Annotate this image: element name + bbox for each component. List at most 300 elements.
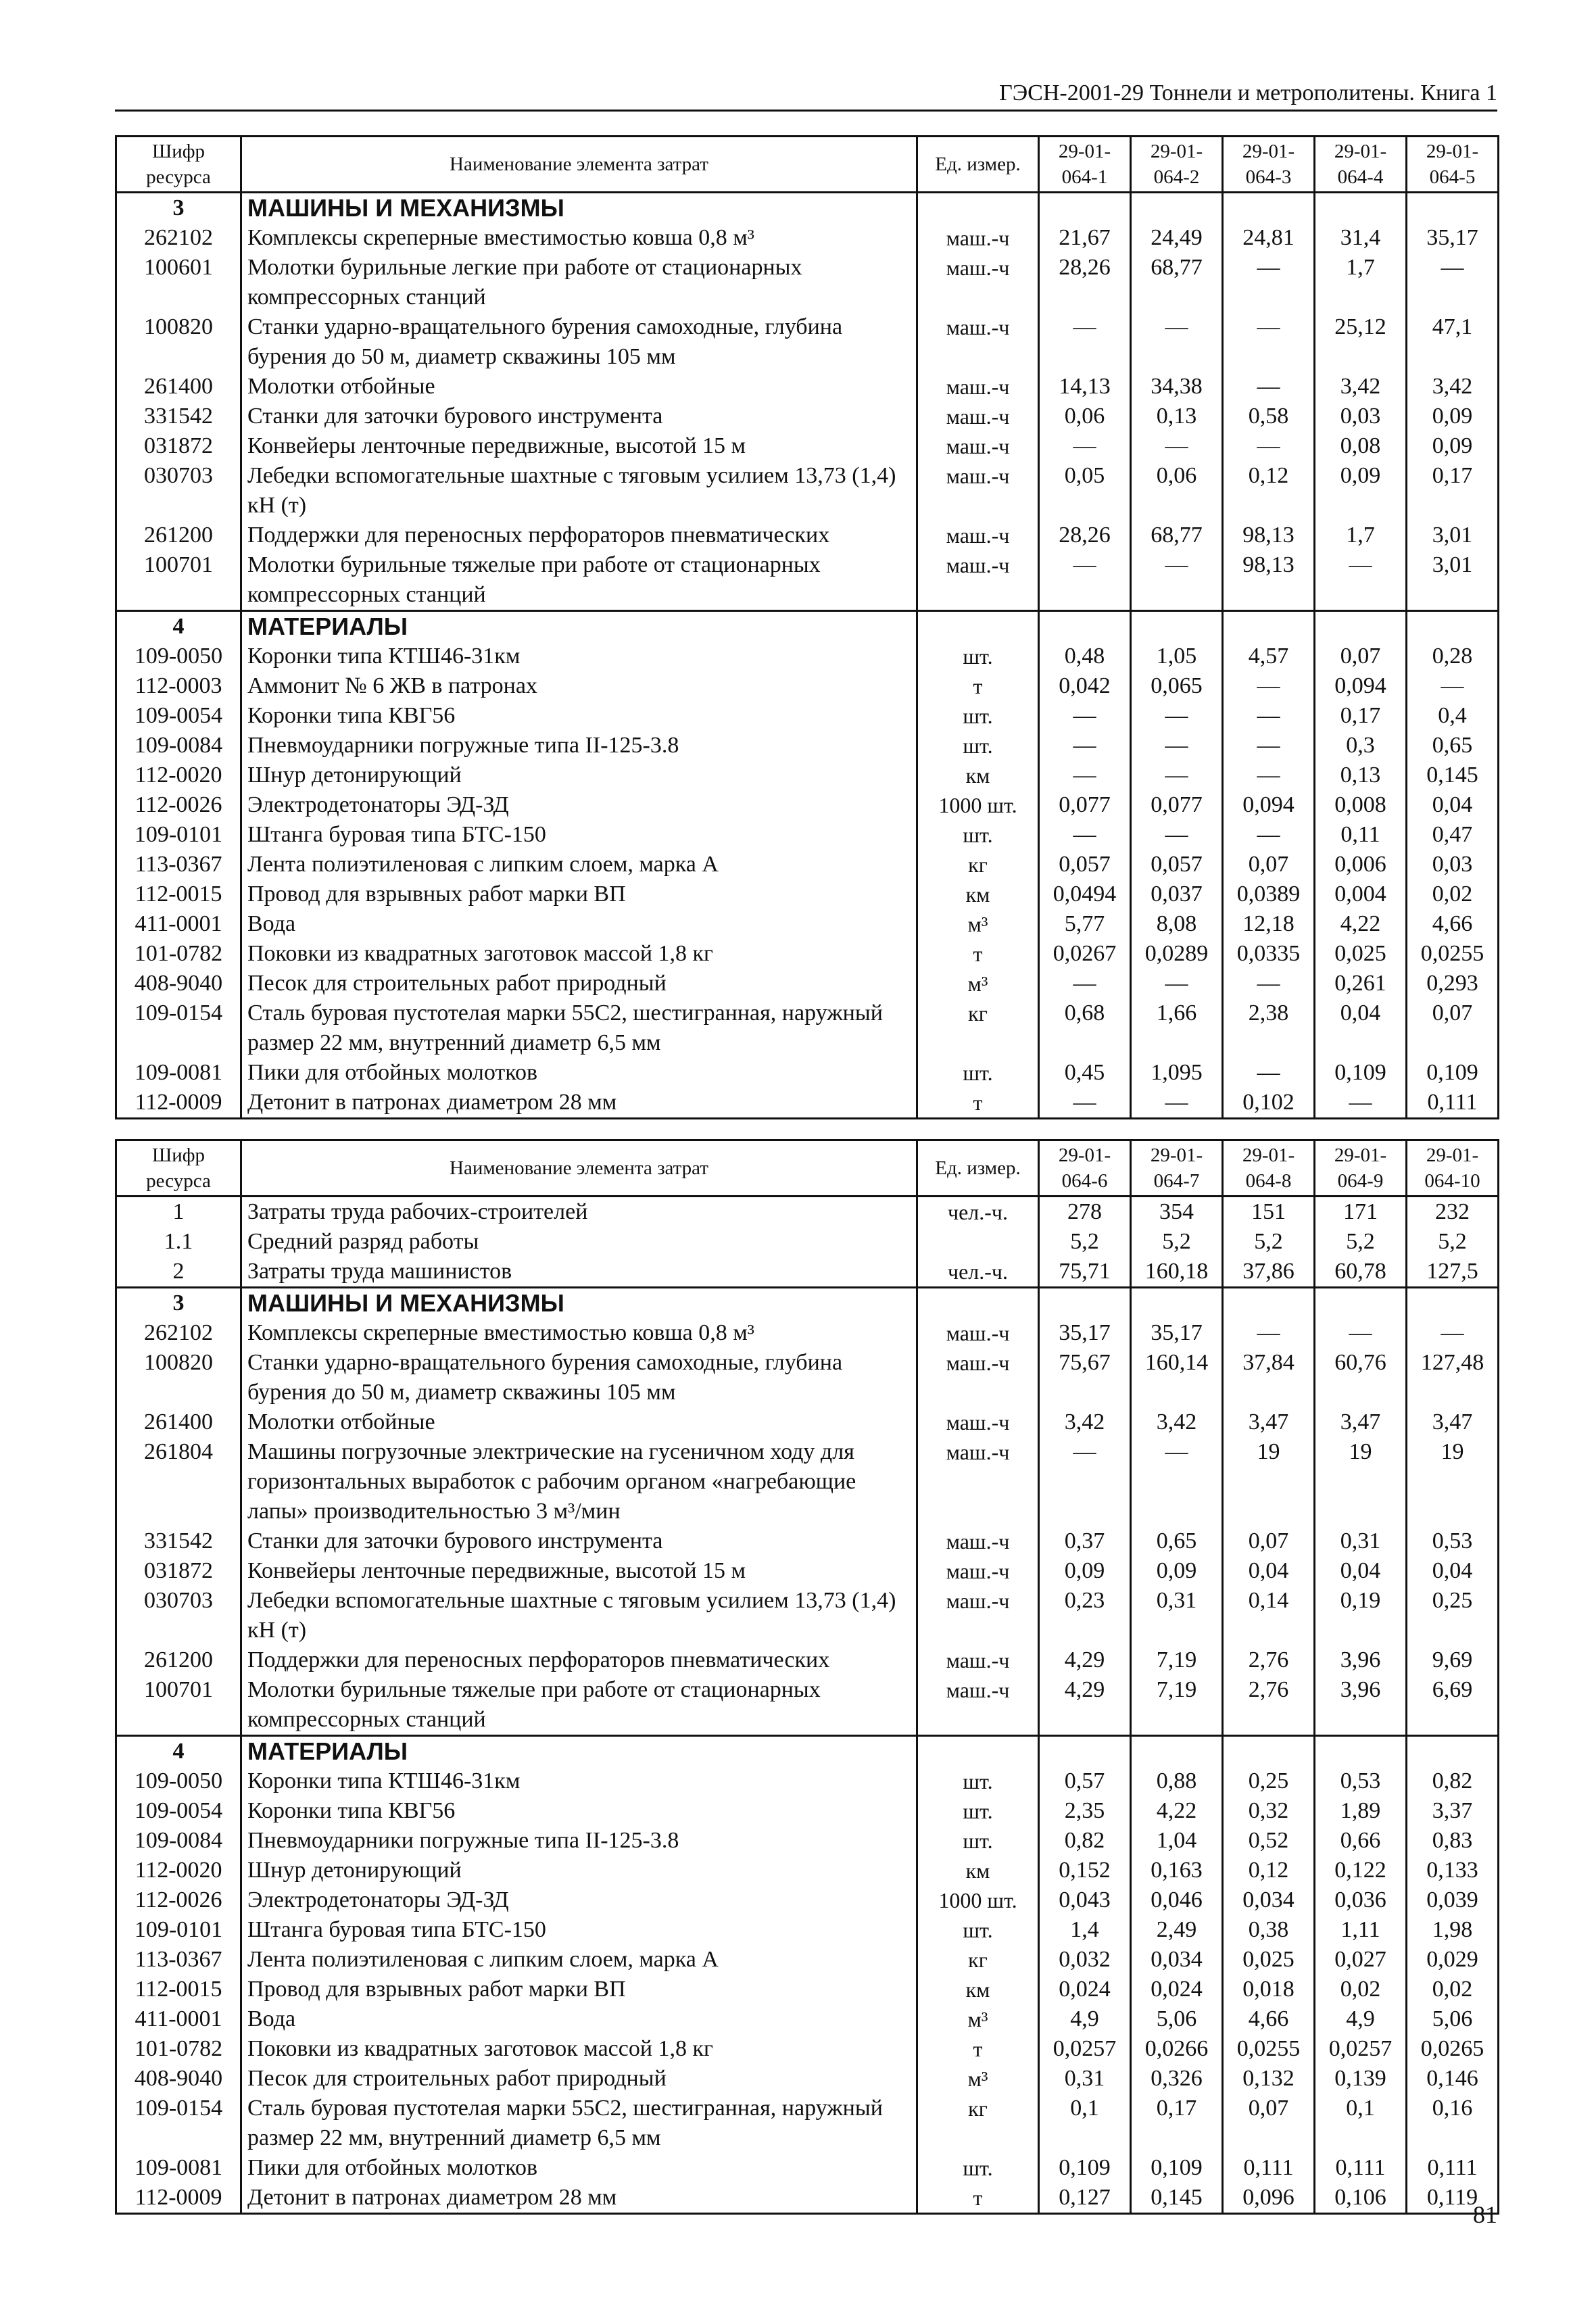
value-cell: 0,82 bbox=[1407, 1766, 1499, 1796]
value-cell bbox=[1407, 1288, 1499, 1319]
value-cell: 60,78 bbox=[1315, 1257, 1407, 1288]
resource-name-cell: Поковки из квадратных заготовок массой 1,8 кг bbox=[241, 939, 917, 969]
value-cell: 0,024 bbox=[1039, 1975, 1131, 2004]
value-cell: 0,145 bbox=[1407, 761, 1499, 790]
table-row bbox=[116, 1257, 1499, 1288]
table-row bbox=[116, 461, 1499, 521]
value-cell: 1,7 bbox=[1315, 253, 1407, 312]
value-cell: 24,49 bbox=[1131, 223, 1223, 253]
table-row bbox=[116, 850, 1499, 879]
resource-name-cell: Детонит в патронах диаметром 28 мм bbox=[241, 1088, 917, 1119]
unit-cell: маш.-ч bbox=[917, 521, 1039, 550]
value-cell: 0,04 bbox=[1407, 1556, 1499, 1586]
value-cell: 5,06 bbox=[1407, 2004, 1499, 2034]
unit-cell: кг bbox=[917, 1945, 1039, 1975]
value-cell: 0,109 bbox=[1131, 2153, 1223, 2183]
value-cell: 0,111 bbox=[1407, 1088, 1499, 1119]
resource-name-cell: Коронки типа КВГ56 bbox=[241, 1796, 917, 1826]
unit-cell: шт. bbox=[917, 820, 1039, 850]
value-cell bbox=[1223, 1736, 1315, 1767]
value-cell: 0,65 bbox=[1131, 1526, 1223, 1556]
unit-cell: шт. bbox=[917, 1915, 1039, 1945]
value-cell: 1,66 bbox=[1131, 998, 1223, 1058]
value-cell: 0,1 bbox=[1315, 2094, 1407, 2153]
value-cell: 0,0267 bbox=[1039, 939, 1131, 969]
value-cell: — bbox=[1039, 312, 1131, 372]
unit-cell: м³ bbox=[917, 909, 1039, 939]
value-cell: 0,057 bbox=[1039, 850, 1131, 879]
resource-name-cell: Провод для взрывных работ марки ВП bbox=[241, 1975, 917, 2004]
value-cell: 0,48 bbox=[1039, 642, 1131, 671]
value-cell: 0,025 bbox=[1223, 1945, 1315, 1975]
value-cell: 3,42 bbox=[1315, 372, 1407, 402]
unit-cell: км bbox=[917, 761, 1039, 790]
value-cell: 0,0335 bbox=[1223, 939, 1315, 969]
resource-code-cell: 101-0782 bbox=[116, 2034, 241, 2064]
value-cell: 0,07 bbox=[1223, 850, 1315, 879]
value-cell: 0,02 bbox=[1407, 1975, 1499, 2004]
resource-name-cell: Штанга буровая типа БТС-150 bbox=[241, 820, 917, 850]
resource-name-cell: МАТЕРИАЛЫ bbox=[241, 611, 917, 642]
value-cell: 5,06 bbox=[1131, 2004, 1223, 2034]
value-cell: 19 bbox=[1315, 1437, 1407, 1526]
unit-cell: шт. bbox=[917, 1796, 1039, 1826]
unit-cell: т bbox=[917, 2183, 1039, 2214]
column-header: 29-01-064-4 bbox=[1315, 137, 1407, 193]
value-cell: 160,14 bbox=[1131, 1348, 1223, 1407]
unit-cell: маш.-ч bbox=[917, 1348, 1039, 1407]
value-cell: 0,07 bbox=[1315, 642, 1407, 671]
value-cell: 0,034 bbox=[1223, 1885, 1315, 1915]
page-header bbox=[115, 80, 1497, 112]
value-cell: — bbox=[1315, 550, 1407, 611]
page-number: 81 bbox=[1473, 2201, 1497, 2228]
resource-code-cell: 109-0101 bbox=[116, 820, 241, 850]
value-cell: 35,17 bbox=[1407, 223, 1499, 253]
resource-name-cell: Затраты труда рабочих-строителей bbox=[241, 1197, 917, 1228]
unit-cell: км bbox=[917, 1856, 1039, 1885]
value-cell: 0,0265 bbox=[1407, 2034, 1499, 2064]
value-cell: 0,0255 bbox=[1407, 939, 1499, 969]
table-row bbox=[116, 909, 1499, 939]
table-row bbox=[116, 761, 1499, 790]
value-cell: 0,03 bbox=[1315, 402, 1407, 431]
table-row bbox=[116, 372, 1499, 402]
resource-code-cell: 112-0026 bbox=[116, 790, 241, 820]
resource-code-cell: 261400 bbox=[116, 372, 241, 402]
value-cell: 0,077 bbox=[1039, 790, 1131, 820]
value-cell: 0,45 bbox=[1039, 1058, 1131, 1088]
resource-code-cell: 411-0001 bbox=[116, 909, 241, 939]
column-header: 29-01-064-6 bbox=[1039, 1140, 1131, 1197]
value-cell: 0,065 bbox=[1131, 671, 1223, 701]
resource-name-cell: Лента полиэтиленовая с липким слоем, марка А bbox=[241, 1945, 917, 1975]
resource-code-cell: 408-9040 bbox=[116, 969, 241, 998]
value-cell: 2,76 bbox=[1223, 1675, 1315, 1736]
resource-name-cell: Молотки бурильные тяжелые при работе от стационарных компрессорных станций bbox=[241, 550, 917, 611]
value-cell: 14,13 bbox=[1039, 372, 1131, 402]
value-cell: 4,22 bbox=[1315, 909, 1407, 939]
value-cell: — bbox=[1407, 671, 1499, 701]
value-cell: 5,2 bbox=[1039, 1227, 1131, 1257]
value-cell: 0,19 bbox=[1315, 1586, 1407, 1645]
value-cell: 0,28 bbox=[1407, 642, 1499, 671]
value-cell: — bbox=[1039, 1437, 1131, 1526]
resource-name-cell: Лента полиэтиленовая с липким слоем, марка А bbox=[241, 850, 917, 879]
value-cell: 5,2 bbox=[1223, 1227, 1315, 1257]
value-cell: — bbox=[1131, 761, 1223, 790]
unit-cell bbox=[917, 193, 1039, 224]
value-cell: — bbox=[1131, 431, 1223, 461]
resource-name-cell: Комплексы скреперные вместимостью ковша 0,8 м³ bbox=[241, 223, 917, 253]
value-cell: 8,08 bbox=[1131, 909, 1223, 939]
column-header: 29-01-064-1 bbox=[1039, 137, 1131, 193]
value-cell: — bbox=[1131, 731, 1223, 761]
value-cell: 0,0389 bbox=[1223, 879, 1315, 909]
value-cell: 3,96 bbox=[1315, 1675, 1407, 1736]
value-cell: 0,25 bbox=[1223, 1766, 1315, 1796]
value-cell: 37,86 bbox=[1223, 1257, 1315, 1288]
column-header: 29-01-064-2 bbox=[1131, 137, 1223, 193]
resource-code-cell: 100701 bbox=[116, 1675, 241, 1736]
unit-cell: 1000 шт. bbox=[917, 790, 1039, 820]
resource-name-cell: Вода bbox=[241, 909, 917, 939]
table-header-row bbox=[116, 137, 1499, 193]
unit-cell: чел.-ч. bbox=[917, 1197, 1039, 1228]
resource-name-cell: Конвейеры ленточные передвижные, высотой 15 м bbox=[241, 1556, 917, 1586]
value-cell: 0,12 bbox=[1223, 1856, 1315, 1885]
unit-cell: маш.-ч bbox=[917, 372, 1039, 402]
value-cell: 0,83 bbox=[1407, 1826, 1499, 1856]
value-cell: 0,68 bbox=[1039, 998, 1131, 1058]
unit-cell: маш.-ч bbox=[917, 312, 1039, 372]
resource-code-cell: 112-0026 bbox=[116, 1885, 241, 1915]
table-row bbox=[116, 2004, 1499, 2034]
value-cell: — bbox=[1223, 1058, 1315, 1088]
resource-code-cell: 100601 bbox=[116, 253, 241, 312]
unit-cell: 1000 шт. bbox=[917, 1885, 1039, 1915]
resource-code-cell: 112-0003 bbox=[116, 671, 241, 701]
value-cell: 21,67 bbox=[1039, 223, 1131, 253]
resource-code-cell: 030703 bbox=[116, 1586, 241, 1645]
column-header: 29-01-064-5 bbox=[1407, 137, 1499, 193]
table-row bbox=[116, 550, 1499, 611]
resource-code-cell: 109-0054 bbox=[116, 1796, 241, 1826]
value-cell: 0,37 bbox=[1039, 1526, 1131, 1556]
resource-code-cell: 3 bbox=[116, 193, 241, 224]
table-row bbox=[116, 939, 1499, 969]
value-cell: 0,043 bbox=[1039, 1885, 1131, 1915]
resource-code-cell: 113-0367 bbox=[116, 850, 241, 879]
unit-cell: маш.-ч bbox=[917, 1318, 1039, 1348]
value-cell: — bbox=[1223, 1318, 1315, 1348]
table-row bbox=[116, 2064, 1499, 2094]
table-row bbox=[116, 1058, 1499, 1088]
value-cell: — bbox=[1223, 731, 1315, 761]
value-cell: — bbox=[1131, 1088, 1223, 1119]
unit-cell: маш.-ч bbox=[917, 1407, 1039, 1437]
value-cell: 0,139 bbox=[1315, 2064, 1407, 2094]
table-row bbox=[116, 1645, 1499, 1675]
resource-name-cell: Лебедки вспомогательные шахтные с тяговым усилием 13,73 (1,4) кН (т) bbox=[241, 461, 917, 521]
value-cell: — bbox=[1315, 1088, 1407, 1119]
table-header-row bbox=[116, 1140, 1499, 1197]
value-cell bbox=[1131, 1288, 1223, 1319]
value-cell: 0,09 bbox=[1315, 461, 1407, 521]
value-cell: 0,14 bbox=[1223, 1586, 1315, 1645]
table-row bbox=[116, 671, 1499, 701]
unit-cell: км bbox=[917, 879, 1039, 909]
value-cell: 0,132 bbox=[1223, 2064, 1315, 2094]
resource-name-cell: Станки ударно-вращательного бурения самоходные, глубина бурения до 50 м, диаметр скважины 105 мм bbox=[241, 1348, 917, 1407]
resource-code-cell: 112-0020 bbox=[116, 761, 241, 790]
column-header: Шифр ресурса bbox=[116, 137, 241, 193]
value-cell: 98,13 bbox=[1223, 521, 1315, 550]
unit-cell: маш.-ч bbox=[917, 1645, 1039, 1675]
resource-code-cell: 411-0001 bbox=[116, 2004, 241, 2034]
unit-cell: маш.-ч bbox=[917, 550, 1039, 611]
value-cell: 0,042 bbox=[1039, 671, 1131, 701]
table-row bbox=[116, 790, 1499, 820]
value-cell: 0,06 bbox=[1131, 461, 1223, 521]
value-cell: 0,52 bbox=[1223, 1826, 1315, 1856]
value-cell: 0,02 bbox=[1407, 879, 1499, 909]
value-cell: 0,029 bbox=[1407, 1945, 1499, 1975]
value-cell: 3,37 bbox=[1407, 1796, 1499, 1826]
column-header: Ед. измер. bbox=[917, 137, 1039, 193]
resource-name-cell: Сталь буровая пустотелая марки 55С2, шестигранная, наружный размер 22 мм, внутренний диаметр 6,5 мм bbox=[241, 2094, 917, 2153]
value-cell: 0,145 bbox=[1131, 2183, 1223, 2214]
unit-cell: маш.-ч bbox=[917, 1556, 1039, 1586]
resource-name-cell: Электродетонаторы ЭД-ЗД bbox=[241, 1885, 917, 1915]
table-row bbox=[116, 820, 1499, 850]
value-cell: 0,102 bbox=[1223, 1088, 1315, 1119]
value-cell: 0,17 bbox=[1407, 461, 1499, 521]
value-cell: 0,04 bbox=[1223, 1556, 1315, 1586]
value-cell: 0,38 bbox=[1223, 1915, 1315, 1945]
value-cell: — bbox=[1223, 312, 1315, 372]
value-cell: 0,09 bbox=[1407, 431, 1499, 461]
resource-code-cell: 331542 bbox=[116, 402, 241, 431]
value-cell bbox=[1039, 1288, 1131, 1319]
table-row bbox=[116, 1088, 1499, 1119]
unit-cell: шт. bbox=[917, 1058, 1039, 1088]
value-cell: 5,2 bbox=[1315, 1227, 1407, 1257]
resource-name-cell: Аммонит № 6 ЖВ в патронах bbox=[241, 671, 917, 701]
value-cell: — bbox=[1039, 820, 1131, 850]
table-row bbox=[116, 1407, 1499, 1437]
value-cell: 0,09 bbox=[1039, 1556, 1131, 1586]
unit-cell: м³ bbox=[917, 969, 1039, 998]
table-row bbox=[116, 1885, 1499, 1915]
unit-cell: м³ bbox=[917, 2004, 1039, 2034]
value-cell: — bbox=[1039, 1088, 1131, 1119]
value-cell: — bbox=[1223, 372, 1315, 402]
column-header: 29-01-064-9 bbox=[1315, 1140, 1407, 1197]
value-cell: 0,82 bbox=[1039, 1826, 1131, 1856]
table-row bbox=[116, 642, 1499, 671]
value-cell: 0,1 bbox=[1039, 2094, 1131, 2153]
table-row bbox=[116, 253, 1499, 312]
value-cell: 4,66 bbox=[1223, 2004, 1315, 2034]
resource-code-cell: 109-0081 bbox=[116, 2153, 241, 2183]
table-row bbox=[116, 879, 1499, 909]
column-header: Шифр ресурса bbox=[116, 1140, 241, 1197]
value-cell: 3,47 bbox=[1407, 1407, 1499, 1437]
table-row bbox=[116, 2094, 1499, 2153]
value-cell: 0,31 bbox=[1315, 1526, 1407, 1556]
value-cell: 0,152 bbox=[1039, 1856, 1131, 1885]
resource-code-cell: 112-0015 bbox=[116, 1975, 241, 2004]
unit-cell: кг bbox=[917, 850, 1039, 879]
value-cell: 0,326 bbox=[1131, 2064, 1223, 2094]
value-cell: 0,06 bbox=[1039, 402, 1131, 431]
value-cell: 0,0289 bbox=[1131, 939, 1223, 969]
value-cell: 0,077 bbox=[1131, 790, 1223, 820]
value-cell: 0,119 bbox=[1407, 2183, 1499, 2214]
value-cell: 0,146 bbox=[1407, 2064, 1499, 2094]
value-cell: 4,57 bbox=[1223, 642, 1315, 671]
value-cell: — bbox=[1223, 431, 1315, 461]
value-cell: 3,47 bbox=[1223, 1407, 1315, 1437]
value-cell: 0,02 bbox=[1315, 1975, 1407, 2004]
value-cell: 0,0494 bbox=[1039, 879, 1131, 909]
value-cell: 0,024 bbox=[1131, 1975, 1223, 2004]
table-row bbox=[116, 521, 1499, 550]
resource-code-cell: 031872 bbox=[116, 431, 241, 461]
value-cell: 0,109 bbox=[1039, 2153, 1131, 2183]
value-cell: 1,11 bbox=[1315, 1915, 1407, 1945]
column-header: Наименование элемента затрат bbox=[241, 137, 917, 193]
value-cell: 0,09 bbox=[1131, 1556, 1223, 1586]
value-cell: 3,47 bbox=[1315, 1407, 1407, 1437]
value-cell: 1,7 bbox=[1315, 521, 1407, 550]
value-cell: 7,19 bbox=[1131, 1675, 1223, 1736]
value-cell: 3,96 bbox=[1315, 1645, 1407, 1675]
resource-name-cell: Станки ударно-вращательного бурения самоходные, глубина бурения до 50 м, диаметр скважины 105 мм bbox=[241, 312, 917, 372]
unit-cell: т bbox=[917, 2034, 1039, 2064]
value-cell: 127,48 bbox=[1407, 1348, 1499, 1407]
unit-cell: шт. bbox=[917, 2153, 1039, 2183]
resource-code-cell: 1 bbox=[116, 1197, 241, 1228]
value-cell: 0,127 bbox=[1039, 2183, 1131, 2214]
value-cell: — bbox=[1407, 1318, 1499, 1348]
value-cell: — bbox=[1039, 731, 1131, 761]
resource-name-cell: Штанга буровая типа БТС-150 bbox=[241, 1915, 917, 1945]
value-cell: 4,66 bbox=[1407, 909, 1499, 939]
table-row bbox=[116, 312, 1499, 372]
value-cell: 0,58 bbox=[1223, 402, 1315, 431]
resource-code-cell: 3 bbox=[116, 1288, 241, 1319]
value-cell: 1,05 bbox=[1131, 642, 1223, 671]
value-cell: 354 bbox=[1131, 1197, 1223, 1228]
value-cell: — bbox=[1131, 550, 1223, 611]
value-cell bbox=[1407, 611, 1499, 642]
table-row bbox=[116, 1975, 1499, 2004]
value-cell: 0,0255 bbox=[1223, 2034, 1315, 2064]
value-cell: 160,18 bbox=[1131, 1257, 1223, 1288]
value-cell bbox=[1315, 1736, 1407, 1767]
unit-cell: т bbox=[917, 1088, 1039, 1119]
value-cell: 5,77 bbox=[1039, 909, 1131, 939]
value-cell: 75,71 bbox=[1039, 1257, 1131, 1288]
resource-name-cell: Средний разряд работы bbox=[241, 1227, 917, 1257]
value-cell: 0,004 bbox=[1315, 879, 1407, 909]
value-cell: 232 bbox=[1407, 1197, 1499, 1228]
value-cell: — bbox=[1131, 312, 1223, 372]
unit-cell: маш.-ч bbox=[917, 1675, 1039, 1736]
resource-code-cell: 109-0101 bbox=[116, 1915, 241, 1945]
value-cell: 7,19 bbox=[1131, 1645, 1223, 1675]
value-cell: — bbox=[1131, 969, 1223, 998]
value-cell: 0,094 bbox=[1223, 790, 1315, 820]
resource-name-cell: Поддержки для переносных перфораторов пневматических bbox=[241, 521, 917, 550]
value-cell: 75,67 bbox=[1039, 1348, 1131, 1407]
value-cell: 9,69 bbox=[1407, 1645, 1499, 1675]
unit-cell: маш.-ч bbox=[917, 1437, 1039, 1526]
table-row bbox=[116, 1826, 1499, 1856]
resource-code-cell: 109-0054 bbox=[116, 701, 241, 731]
value-cell: 4,9 bbox=[1315, 2004, 1407, 2034]
resource-code-cell: 112-0009 bbox=[116, 2183, 241, 2214]
resource-code-cell: 109-0050 bbox=[116, 1766, 241, 1796]
value-cell bbox=[1407, 1736, 1499, 1767]
value-cell: 4,29 bbox=[1039, 1645, 1131, 1675]
value-cell: — bbox=[1223, 701, 1315, 731]
resource-name-cell: МАШИНЫ И МЕХАНИЗМЫ bbox=[241, 1288, 917, 1319]
resource-code-cell: 112-0009 bbox=[116, 1088, 241, 1119]
resource-name-cell: Молотки отбойные bbox=[241, 372, 917, 402]
value-cell bbox=[1131, 1736, 1223, 1767]
unit-cell: маш.-ч bbox=[917, 402, 1039, 431]
resource-code-cell: 112-0020 bbox=[116, 1856, 241, 1885]
value-cell: 34,38 bbox=[1131, 372, 1223, 402]
resource-table-1 bbox=[115, 135, 1499, 1119]
resource-name-cell: Конвейеры ленточные передвижные, высотой 15 м bbox=[241, 431, 917, 461]
value-cell bbox=[1407, 193, 1499, 224]
value-cell: — bbox=[1131, 701, 1223, 731]
value-cell: 0,261 bbox=[1315, 969, 1407, 998]
resource-name-cell: Станки для заточки бурового инструмента bbox=[241, 402, 917, 431]
unit-cell: маш.-ч bbox=[917, 253, 1039, 312]
value-cell: 0,07 bbox=[1223, 1526, 1315, 1556]
value-cell: 0,07 bbox=[1223, 2094, 1315, 2153]
value-cell: 0,4 bbox=[1407, 701, 1499, 731]
resource-name-cell: Сталь буровая пустотелая марки 55С2, шестигранная, наружный размер 22 мм, внутренний диаметр 6,5 мм bbox=[241, 998, 917, 1058]
value-cell: 3,42 bbox=[1039, 1407, 1131, 1437]
table-row bbox=[116, 1586, 1499, 1645]
value-cell: 4,29 bbox=[1039, 1675, 1131, 1736]
resource-name-cell: Пневмоударники погружные типа II-125-3.8 bbox=[241, 1826, 917, 1856]
value-cell: 3,01 bbox=[1407, 550, 1499, 611]
value-cell: 0,07 bbox=[1407, 998, 1499, 1058]
unit-cell: маш.-ч bbox=[917, 431, 1039, 461]
resource-code-cell: 100701 bbox=[116, 550, 241, 611]
table-row bbox=[116, 1945, 1499, 1975]
unit-cell: кг bbox=[917, 2094, 1039, 2153]
resource-name-cell: Коронки типа КВГ56 bbox=[241, 701, 917, 731]
table-body bbox=[116, 1197, 1499, 2214]
value-cell: 151 bbox=[1223, 1197, 1315, 1228]
resource-code-cell: 1.1 bbox=[116, 1227, 241, 1257]
resource-code-cell: 2 bbox=[116, 1257, 241, 1288]
table-row bbox=[116, 1675, 1499, 1736]
value-cell: — bbox=[1131, 1437, 1223, 1526]
value-cell: 0,036 bbox=[1315, 1885, 1407, 1915]
value-cell: 5,2 bbox=[1407, 1227, 1499, 1257]
resource-name-cell: МАШИНЫ И МЕХАНИЗМЫ bbox=[241, 193, 917, 224]
value-cell: 0,65 bbox=[1407, 731, 1499, 761]
